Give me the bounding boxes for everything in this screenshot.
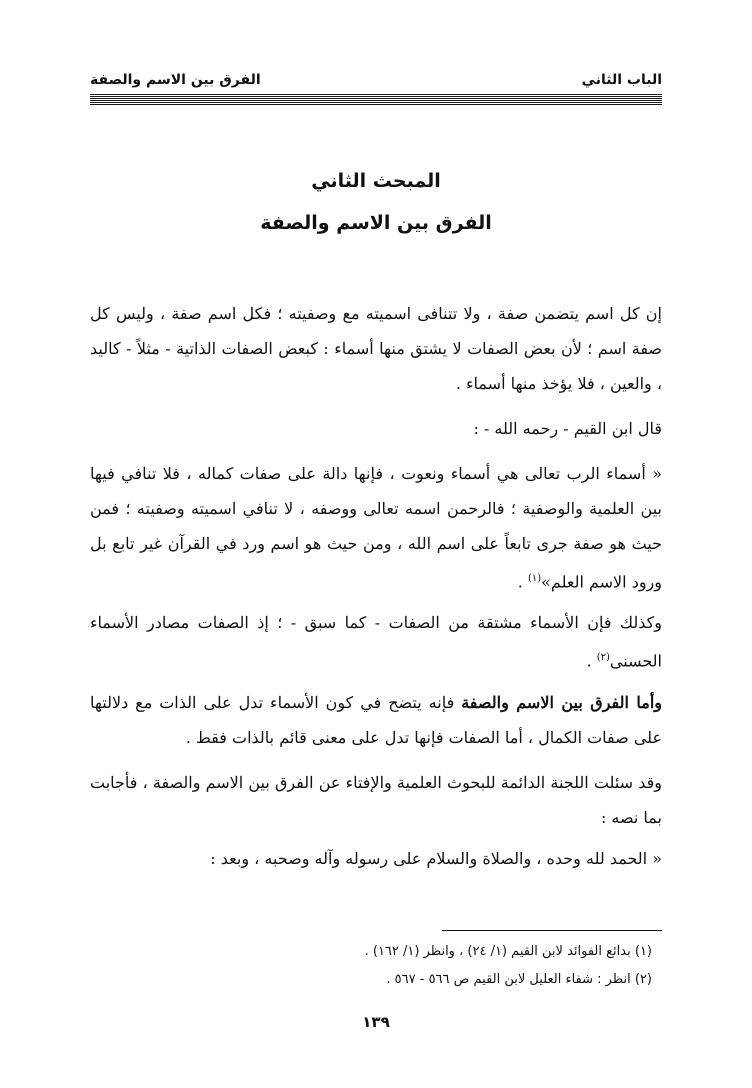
paragraph-6: وقد سئلت اللجنة الدائمة للبحوث العلمية والإفتاء عن الفرق بين الاسم والصفة ، فأجابت بما نصه :	[90, 772, 662, 827]
paragraph-5	[90, 685, 662, 755]
paragraph-2: قال ابن القيم - رحمه الله - :	[473, 419, 662, 438]
footnote-ref-2: (٢)	[596, 652, 610, 664]
paragraph-4-end: .	[586, 651, 597, 671]
footnote-2: (٢) انظر : شفاء العليل لابن القيم ص ٥٦٦ - ٥٦٧ .	[386, 972, 652, 987]
footnote-1: (١) بدائع الفوائد لابن القيم (١/ ٢٤) ، وانظر (١/ ١٦٢) .	[364, 944, 652, 959]
running-header	[90, 66, 662, 88]
page-number: ١٣٩	[362, 1013, 390, 1031]
body-text	[90, 296, 662, 876]
footnote-ref-1: (١)	[527, 573, 542, 584]
paragraph-4-text: وكذلك فإن الأسماء مشتقة من الصفات - كما سبق - ؛ إذ الصفات مصادر الأسماء الحسنى	[90, 613, 662, 671]
footnotes	[90, 938, 652, 994]
paragraph-1: إن كل اسم يتضمن صفة ، ولا تتنافى اسميته مع وصفيته ؛ فكل اسم صفة ، وليس كل صفة اسم ؛ لأن بعض الصفات لا يشتق منها أسماء : كبعض الصفات الذاتية - مثلاً - كاليد ، والعين ، فلا يؤخذ منها أسماء .	[90, 304, 662, 393]
paragraph-3-quote	[90, 456, 662, 599]
quote-text: « أسماء الرب تعالى هي أسماء ونعوت ، فإنها دالة على صفات كماله ، فلا تنافي فيها بين العلمية والوصفية ؛ فالرحمن اسمه تعالى ووصفه ، لا تنافي اسميته وصفيته ؛ فمن حيث هو صفة جرى تابعاً على اسم الله ، ومن حيث هو اسم ورد في القرآن غير تابع بل ورود الاسم العلم»	[90, 464, 663, 592]
section-subtitle: الفرق بين الاسم والصفة	[260, 212, 492, 234]
header-topic: الفرق بين الاسم والصفة	[90, 72, 261, 88]
quote-end: .	[517, 572, 528, 592]
paragraph-4	[90, 605, 662, 678]
paragraph-5-lead: وأما الفرق بين الاسم والصفة	[461, 692, 663, 712]
section-title: المبحث الثاني	[311, 170, 441, 192]
header-chapter: الباب الثاني	[581, 72, 662, 88]
header-rule	[90, 94, 662, 106]
paragraph-7: « الحمد لله وحده ، والصلاة والسلام على رسوله وآله وصحبه ، وبعد :	[210, 848, 662, 868]
footnote-rule	[442, 930, 662, 931]
paragraph-5-text: فإنه يتضح في كون الأسماء تدل على الذات مع دلالتها على صفات الكمال ، أما الصفات فإنها تدل على معنى قائم بالذات فقط .	[90, 692, 662, 747]
